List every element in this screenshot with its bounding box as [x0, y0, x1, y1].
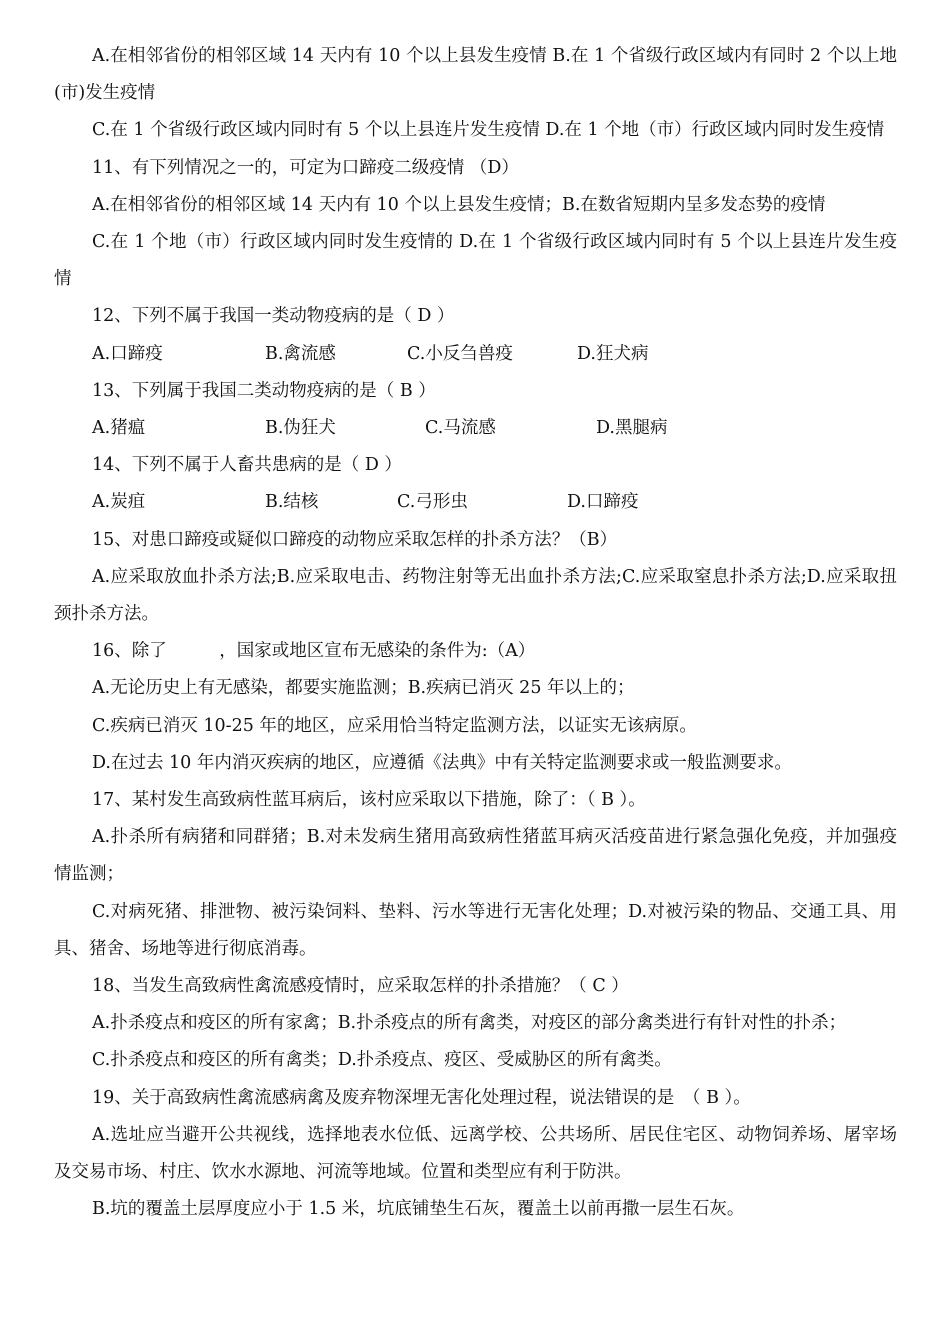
- q11-option-cd: C.在 1 个地（市）行政区域内同时发生疫情的 D.在 1 个省级行政区域内同时有 5 个以上县连片发生疫情: [54, 232, 897, 290]
- q17-option-cd: C.对病死猪、排泄物、被污染饲料、垫料、污水等进行无害化处理；D.对被污染的物品、交通工具、用具、猪舍、场地等进行彻底消毒。: [54, 901, 897, 959]
- q11-stem: 11、有下列情况之一的，可定为口蹄疫二级疫情 （D）: [92, 157, 519, 178]
- q16-option-c: C.疾病已消灭 10-25 年的地区，应采用恰当特定监测方法，以证实无该病原。: [92, 715, 697, 736]
- q18-option-cd: C.扑杀疫点和疫区的所有禽类；D.扑杀疫点、疫区、受威胁区的所有禽类。: [92, 1050, 672, 1071]
- q12-option-d: D.狂犬病: [577, 343, 649, 364]
- q12-stem: 12、下列不属于我国一类动物疫病的是（ D ）: [92, 306, 455, 327]
- q17-stem: 17、某村发生高致病性蓝耳病后，该村应采取以下措施，除了：（ B ）。: [92, 790, 646, 811]
- q12-options: [54, 336, 897, 373]
- q12-option-b: B.禽流感: [265, 343, 336, 364]
- q19-option-b: B.坑的覆盖土层厚度应小于 1.5 米，坑底铺垫生石灰，覆盖土以前再撒一层生石灰。: [92, 1199, 745, 1220]
- q15-stem: 15、对患口蹄疫或疑似口蹄疫的动物应采取怎样的扑杀方法？（B）: [92, 529, 618, 550]
- q16-stem: 16、除了 ，国家或地区宣布无感染的条件为:（A）: [92, 641, 536, 662]
- q10-option-ab: A.在相邻省份的相邻区域 14 天内有 10 个以上县发生疫情 B.在 1 个省级行政区域内有同时 2 个以上地(市)发生疫情: [54, 46, 897, 104]
- q14-option-d: D.口蹄疫: [567, 492, 639, 513]
- q13-option-c: C.马流感: [425, 418, 496, 439]
- q13-option-a: A.猪瘟: [92, 418, 146, 439]
- q17-option-ab: A.扑杀所有病猪和同群猪；B.对未发病生猪用高致病性猪蓝耳病灭活疫苗进行紧急强化免疫，并加强疫情监测；: [54, 827, 897, 885]
- q15-options: A.应采取放血扑杀方法;B.应采取电击、药物注射等无出血扑杀方法;C.应采取窒息扑杀方法;D.应采取扭颈扑杀方法。: [54, 566, 897, 625]
- q14-options: [54, 484, 897, 521]
- q16-option-ab: A.无论历史上有无感染，都要实施监测；B.疾病已消灭 25 年以上的；: [92, 678, 635, 699]
- q13-stem: 13、下列属于我国二类动物疫病的是（ B ）: [92, 380, 436, 401]
- q13-option-d: D.黑腿病: [596, 418, 668, 439]
- q18-option-ab: A.扑杀疫点和疫区的所有家禽；B.扑杀疫点的所有禽类，对疫区的部分禽类进行有针对性的扑杀；: [92, 1013, 847, 1034]
- q14-option-c: C.弓形虫: [397, 492, 468, 513]
- q19-stem: 19、关于高致病性禽流感病禽及废弃物深埋无害化处理过程，说法错误的是 （ B ）。: [92, 1087, 751, 1108]
- q14-stem: 14、下列不属于人畜共患病的是（ D ）: [92, 455, 402, 476]
- q19-option-a: A.选址应当避开公共视线，选择地表水位低、远离学校、公共场所、居民住宅区、动物饲养场、屠宰场及交易市场、村庄、饮水水源地、河流等地域。位置和类型应有利于防洪。: [54, 1124, 897, 1183]
- q12-option-c: C.小反刍兽疫: [407, 343, 513, 364]
- q16-option-d: D.在过去 10 年内消灭疾病的地区，应遵循《法典》中有关特定监测要求或一般监测要求。: [92, 752, 792, 773]
- q13-option-b: B.伪狂犬: [265, 418, 336, 439]
- q12-option-a: A.口蹄疫: [92, 343, 163, 364]
- q13-options: [54, 410, 897, 447]
- q11-option-ab: A.在相邻省份的相邻区域 14 天内有 10 个以上县发生疫情；B.在数省短期内呈多发态势的疫情: [92, 194, 826, 215]
- q10-option-cd: C.在 1 个省级行政区域内同时有 5 个以上县连片发生疫情 D.在 1 个地（市）行政区域内同时发生疫情: [92, 120, 885, 141]
- q18-stem: 18、当发生高致病性禽流感疫情时，应采取怎样的扑杀措施？（ C ）: [92, 976, 629, 997]
- q14-option-a: A.炭疽: [92, 492, 146, 513]
- q14-option-b: B.结核: [265, 492, 319, 513]
